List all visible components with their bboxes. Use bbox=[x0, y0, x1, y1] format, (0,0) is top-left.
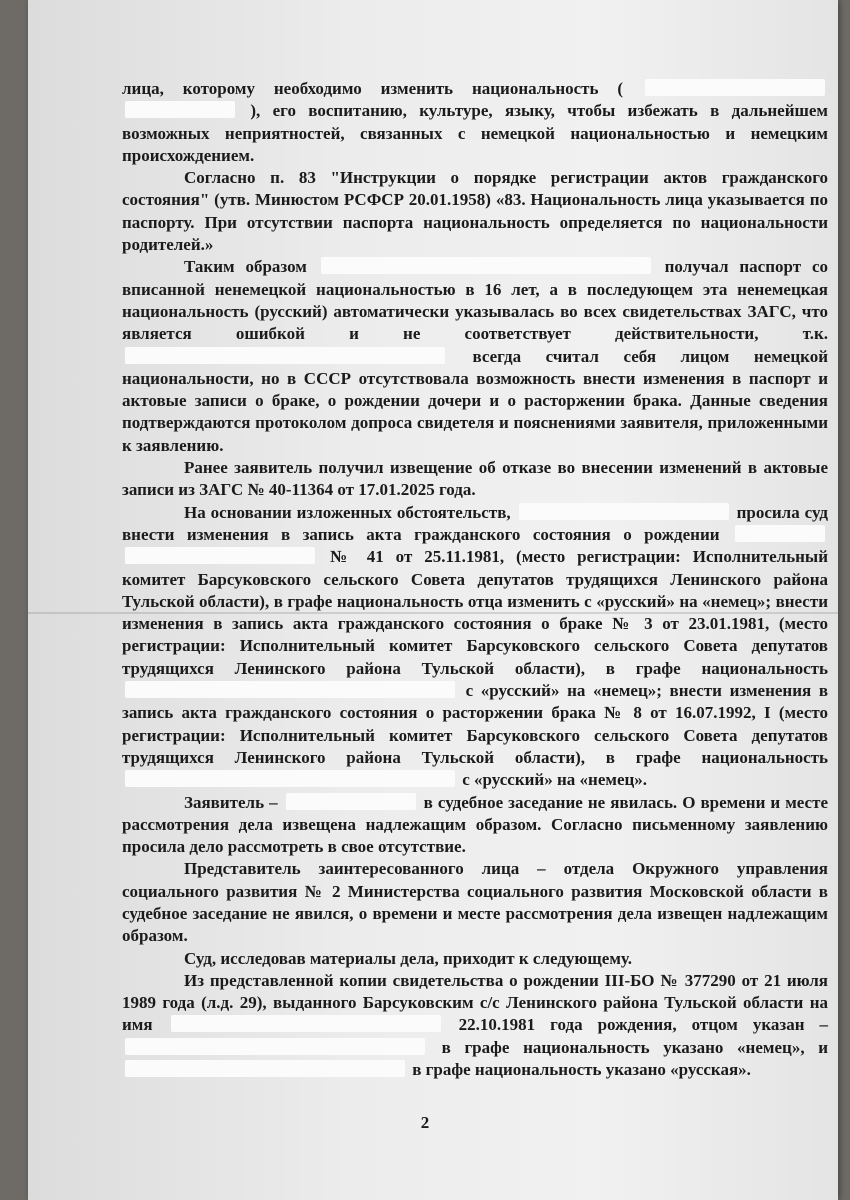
paragraph-text: всегда считал себя лицом немецкой национальности, но в СССР отсутствовала возможность внести изменения в паспорт и актовые записи о браке, о рождении дочери и о расторжении брака. Данные сведения подтверждаются протоколом допроса свидетеля и пояснениями заявителя, приложенными к заявлению. bbox=[122, 346, 828, 455]
document-body bbox=[122, 78, 828, 1081]
paragraph bbox=[122, 858, 828, 947]
paragraph-text: Из представленной копии свидетельства о рождении III-БО № 377290 от 21 июля 1989 года (л.д. 29), выданного Барсуковским с/с Ленинского района Тульской области на имя bbox=[122, 970, 828, 1035]
redaction-block bbox=[125, 770, 455, 787]
redaction-block bbox=[125, 1038, 425, 1055]
paragraph-text: в графе национальность указано «русская». bbox=[412, 1060, 751, 1080]
redaction-block bbox=[735, 525, 825, 542]
paragraph-text: получал паспорт со вписанной ненемецкой национальностью в 16 лет, а в последующем эта ненемецкая национальность (русский) автоматически указывалась во всех свидетельствах ЗАГС, что является ошибкой и не соответствует действительности, т.к. bbox=[122, 257, 829, 344]
paragraph-text: На основании изложенных обстоятельств, bbox=[184, 502, 511, 522]
paragraph-text: 22.10.1981 года рождения, отцом указан – bbox=[458, 1015, 829, 1035]
paragraph bbox=[122, 970, 828, 1081]
redaction-block bbox=[171, 1015, 441, 1032]
redaction-block bbox=[125, 547, 315, 564]
redaction-block bbox=[286, 793, 416, 810]
redaction-block bbox=[125, 101, 235, 118]
paragraph bbox=[122, 256, 828, 457]
redaction-block bbox=[519, 503, 729, 520]
paragraph-text: Суд, исследовав материалы дела, приходит к следующему. bbox=[184, 948, 632, 968]
redaction-block bbox=[125, 681, 455, 698]
redaction-block bbox=[125, 1060, 405, 1077]
paragraph-text: Заявитель – bbox=[184, 792, 278, 812]
paragraph-text: в судебное заседание не явилась. О времени и месте рассмотрения дела извещена надлежащим образом. Согласно письменному заявлению просила дело рассмотреть в свое отсутствие. bbox=[122, 792, 828, 857]
paragraph-text: Согласно п. 83 "Инструкции о порядке регистрации актов гражданского состояния" (утв. Минюстом РСФСР 20.01.1958) «83. Национальность лица указывается по паспорту. При отсутствии паспорта национальность определяется по национальности родителей.» bbox=[122, 168, 828, 255]
paragraph-text: ), его воспитанию, культуре, языку, чтобы избежать в дальнейшем возможных неприятностей, связанных с немецкой национальностью и немецким происхождением. bbox=[122, 101, 829, 165]
paragraph bbox=[122, 457, 828, 502]
paragraph-text: лица, которому необходимо изменить национальность ( bbox=[122, 79, 624, 98]
paragraph-text: с «русский» на «немец»; внести изменения в запись акта гражданского состояния о расторжении брака № 8 от 16.07.1992, I (место регистрации: Исполнительный комитет Барсуковского сельского Совета депутатов трудящихся Ленинского района Тульской области), в графе национальность bbox=[122, 681, 829, 767]
paragraph-text: Ранее заявитель получил извещение об отказе во внесении изменений в актовые записи из ЗАГС № 40-11364 от 17.01.2025 года. bbox=[122, 458, 828, 500]
redaction-block bbox=[321, 257, 651, 274]
redaction-block bbox=[125, 347, 445, 364]
paragraph bbox=[122, 78, 828, 167]
paragraph-text: Таким образом bbox=[184, 257, 307, 277]
page-number: 2 bbox=[420, 1113, 430, 1132]
paragraph bbox=[122, 502, 828, 792]
paragraph bbox=[122, 167, 828, 256]
paragraph-text: просила суд внести изменения в запись акта гражданского состояния о рождении bbox=[122, 502, 829, 544]
paragraph-text: в графе национальность указано «немец», и bbox=[441, 1037, 828, 1057]
redaction-block bbox=[645, 79, 825, 96]
paragraph-text: Представитель заинтересованного лица – отдела Окружного управления социального развития № 2 Министерства социального развития Московской области в судебное заседание не явился, о времени и месте рассмотрения дела извещен надлежащим образом. bbox=[122, 859, 828, 946]
paragraph bbox=[122, 792, 828, 859]
paragraph-text: № 41 от 25.11.1981, (место регистрации: Исполнительный комитет Барсуковского сельского Совета депутатов трудящихся Ленинского района Тульской области), в графе национальность отца изменить с «русский» на «немец»; внести изменения в запись акта гражданского состояния о браке № 3 от 23.01.1981, (место регистрации: Исполнительный комитет Барсуковского сельского Совета депутатов трудящихся Ленинского района Тульской области), в графе национальность bbox=[122, 547, 829, 678]
paragraph bbox=[122, 948, 828, 970]
paragraph-text: с «русский» на «немец». bbox=[462, 770, 648, 790]
